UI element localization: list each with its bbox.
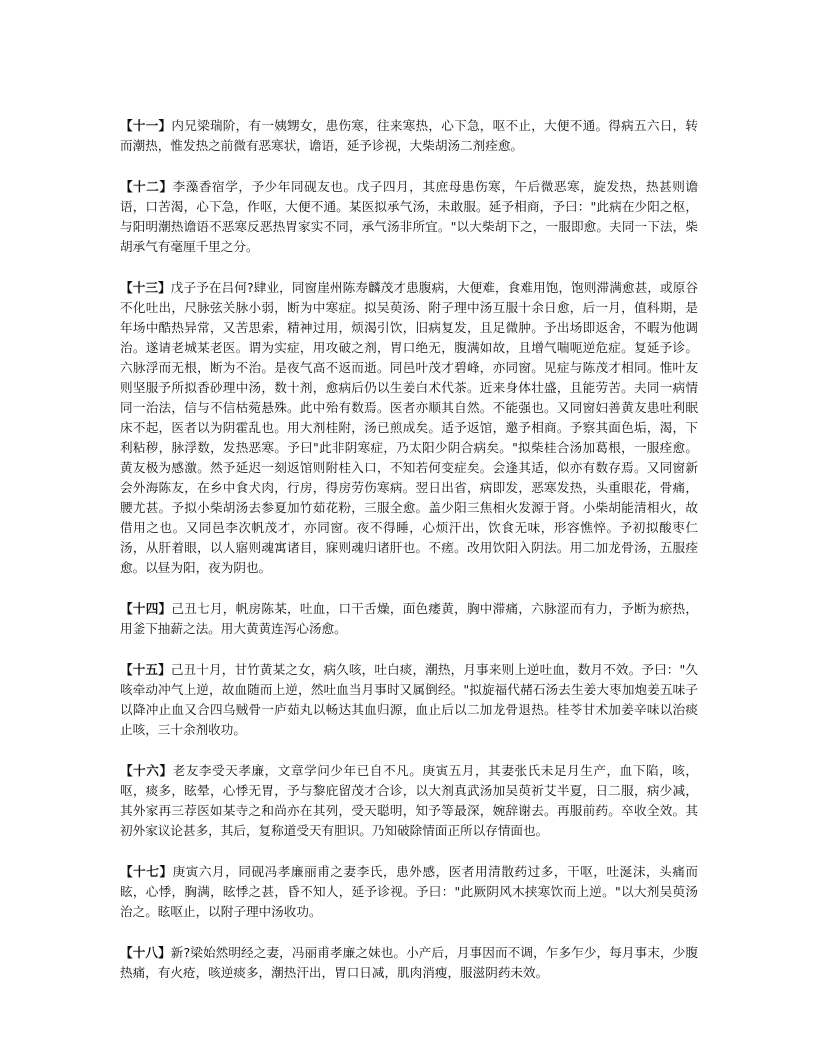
case-text: 己丑七月，帆房陈某，吐血，口干舌燥，面色痿黄，胸中滞痛，六脉涩而有力，予断为瘀热，用釜下抽薪之法。用大黄黄连泻心汤愈。 — [120, 601, 699, 636]
case-11 — [120, 116, 698, 156]
document-page — [120, 116, 698, 1004]
case-18 — [120, 943, 698, 983]
case-text: 庚寅六月，同砚冯孝廉丽甫之妻李氏，患外感，医者用清散药过多，干呕，吐涎沫，头痛而眩，心悸，胸满，眩悸之甚，昏不知人，延予诊视。予曰："此厥阴风木挟寒饮而上逆。"以大剂吴萸汤治之。眩呕止，以附子理中汤收功。 — [120, 864, 699, 919]
case-15 — [120, 660, 698, 740]
case-text: 老友李受天孝廉，文章学问少年已自不凡。庚寅五月，其妻张氏未足月生产，血下陷，咳，呕，痰多，眩晕，心悸无胃，予与黎庇留茂才合诊，以大剂真武汤加吴萸祈艾半夏，日二服，病少减，其外家再三荐医如某寺之和尚亦在其列，受天聪明，知予等最深，婉辞谢去。再服前药。卒收全效。其初外家议论甚多，其后，复称道受天有胆识。乃知破除情面正所以存情面也。 — [120, 763, 699, 838]
case-text: 内兄梁瑞阶，有一姨甥女，患伤寒，往来寒热，心下急，呕不止，大便不通。得病五六日，转而潮热，惟发热之前微有恶寒状，谵语，延予诊视，大柴胡汤二剂痊愈。 — [120, 118, 699, 153]
case-text: 李藻香宿学，予少年同砚友也。戊子四月，其庶母患伤寒，午后微恶寒，旋发热，热甚则谵语，口苦渴，心下急，作呕，大便不通。某医拟承气汤，未敢服。延予相商，予曰："此病在少阳之枢，与阳明潮热谵语不恶寒反恶热胃家实不同，承气汤非所宜。"以大柴胡下之，一服即愈。夫同一下法，柴胡承气有毫厘千里之分。 — [120, 179, 699, 254]
case-number: 【十三】 — [120, 280, 171, 295]
case-number: 【十七】 — [120, 864, 173, 879]
case-number: 【十八】 — [120, 945, 171, 960]
case-14 — [120, 599, 698, 639]
case-12 — [120, 177, 698, 257]
case-number: 【十一】 — [120, 118, 172, 133]
case-text: 戊子予在吕何?肆业，同窗崖州陈寿麟茂才患腹病，大便难，食难用饱，饱则滞满愈甚，或原谷不化吐出，尺脉弦关脉小弱，断为中寒症。拟吴萸汤、附子理中汤互服十余日愈，后一月，值科期，是年场中酷热异常，又苦思索，精神过用，烦渴引饮，旧病复发，且足微肿。予出场即返舍，不暇为他调治。遂请老城某老医。谓为实症，用攻破之剂，胃口绝无，腹满如故，且增气喘呃逆危症。复延予诊。六脉浮而无根，断为不治。是夜气高不返而逝。同邑叶茂才碧峰，亦同窗。见症与陈茂才相同。惟叶友则坚服予所拟香砂理中汤，数十剂，愈病后仍以生姜白术代茶。近来身体壮盛，且能劳苦。夫同一病情同一治法，信与不信枯菀悬殊。此中殆有数焉。医者亦顺其自然。不能强也。又同窗妇善黄友患吐利眠床不起，医者以为阴霍乱也。用大剂桂附，汤已煎成矣。适予返馆，邀予相商。予察其面色垢，渴，下利粘秽，脉浮数，发热恶寒。予曰"此非阴寒症，乃太阳少阴合病矣。"拟柴桂合汤加葛根，一服痊愈。黄友极为感激。然予延迟一刻返馆则附桂入口，不知若何变症矣。会逢其适，似亦有数存焉。又同窗新会外海陈友，在乡中食犬肉，行房，得房劳伤寒病。翌日出省，病即发，恶寒发热，头重眼花，骨痛，腰尤甚。予拟小柴胡汤去参夏加竹茹花粉，三服全愈。盖少阳三焦相火发源于肾。小柴胡能清相火，故借用之也。又同邑李次帆茂才，亦同窗。夜不得睡，心烦汗出，饮食无味，形容憔悴。予初拟酸枣仁汤，从肝着眼，以人寤则魂寓诸目，寐则魂归诸肝也。不瘥。改用饮阳入阴法。用二加龙骨汤，五服痊愈。以昼为阳，夜为阴也。 — [120, 280, 699, 575]
case-13 — [120, 278, 698, 578]
case-number: 【十四】 — [120, 601, 172, 616]
case-16 — [120, 761, 698, 841]
case-number: 【十二】 — [120, 179, 173, 194]
case-number: 【十五】 — [120, 662, 171, 677]
case-text: 新?梁始然明经之妻，冯丽甫孝廉之妹也。小产后，月事因而不调，乍多乍少，每月事末，少腹热痛，有火疮，咳逆痰多，潮热汗出，胃口日减，肌肉消瘦，服滋阴药未效。 — [120, 945, 699, 980]
case-text: 己丑十月，甘竹黄某之女，病久咳，吐白痰，潮热，月事来则上逆吐血，数月不效。予曰："久咳牵动冲气上逆，故血随而上逆，然吐血当月事时又属倒经。"拟旋福代赭石汤去生姜大枣加炮姜五味子以降冲止血又合四乌贼骨一庐茹丸以畅达其血归源，血止后以二加龙骨退热。桂苓甘术加姜辛味以治痰止咳，三十余剂收功。 — [120, 662, 699, 737]
case-number: 【十六】 — [120, 763, 173, 778]
case-17 — [120, 862, 698, 922]
